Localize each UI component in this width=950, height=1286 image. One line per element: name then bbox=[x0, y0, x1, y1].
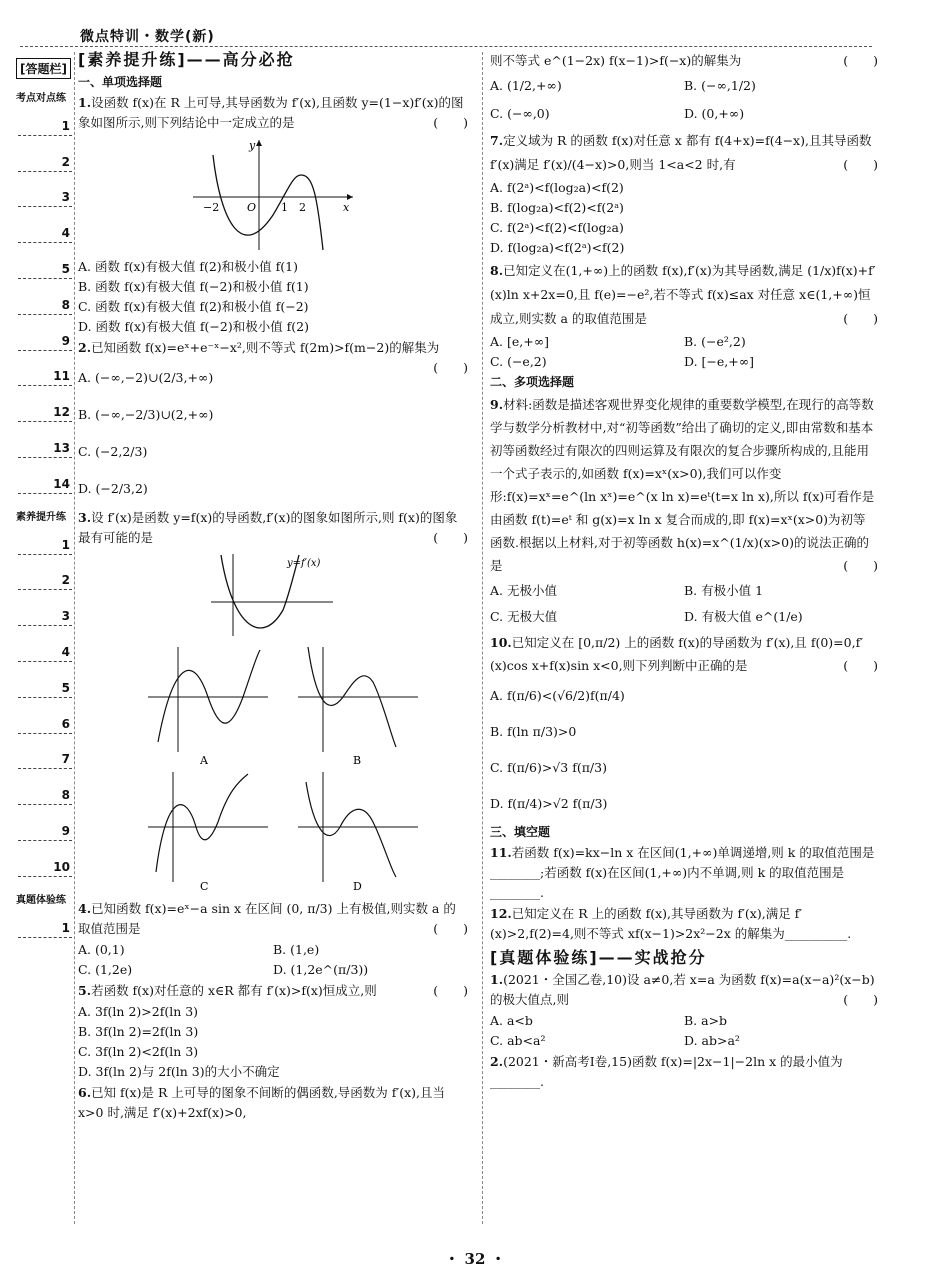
answer-row[interactable]: 4 bbox=[16, 630, 74, 666]
question-7: 7.定义域为 R 的函数 f(x)对任意 x 都有 f(4+x)=f(4−x),且其导函数 f′(x)满足 f′(x)/(4−x)>0,则当 1<a<2 时,有 ( ) bbox=[490, 133, 878, 172]
answer-section-label: 考点对点练 bbox=[16, 93, 66, 104]
q3-derivative-graph bbox=[203, 550, 343, 640]
option-a: A. (0,1) bbox=[78, 942, 125, 957]
column-divider bbox=[482, 52, 483, 1224]
question-r2: 2.(2021・新高考Ⅰ卷,15)函数 f(x)=|2x−1|−2ln x 的最小值为________. bbox=[490, 1054, 843, 1089]
section-title: [素养提升练]——高分必抢 bbox=[78, 50, 295, 69]
q7-options bbox=[490, 178, 878, 258]
question-10: 10.已知定义在 [0,π/2) 上的函数 f(x)的导函数为 f′(x),且 f(0)=0,f′(x)cos x+f(x)sin x<0,则下列判断中正确的是 ( ) bbox=[490, 635, 878, 673]
svg-text:A: A bbox=[200, 754, 208, 767]
option-b: B. 3f(ln 2)=2f(ln 3) bbox=[78, 1024, 199, 1039]
q4-options bbox=[78, 940, 468, 980]
question-8: 8.已知定义在(1,+∞)上的函数 f(x),f′(x)为其导函数,满足 (1/x)f(x)+f′(x)ln x+2x=0,且 f(e)=−e²,若不等式 f(x)≤ax 对任意 x∈(1,+∞)恒成立,则实数 a 的取值范围是 ( ) bbox=[490, 263, 878, 326]
question-3: 3.设 f′(x)是函数 y=f(x)的导函数,f′(x)的图象如图所示,则 f(x)的图象最有可能的是 ( ) bbox=[78, 510, 468, 545]
answer-row[interactable]: 12 bbox=[16, 390, 74, 426]
q1-options bbox=[78, 257, 468, 337]
answer-row[interactable]: 8 bbox=[16, 773, 74, 809]
answer-row[interactable]: 7 bbox=[16, 738, 74, 774]
graph-option-b bbox=[298, 647, 418, 767]
option-c: C. f(2ᵃ)<f(2)<f(log₂a) bbox=[490, 220, 624, 235]
question-6: 6.已知 f(x)是 R 上可导的图象不间断的偶函数,导函数为 f′(x),且当 x>0 时,满足 f′(x)+2xf(x)>0, bbox=[78, 1085, 446, 1120]
answer-row[interactable]: 11 bbox=[16, 355, 74, 391]
right-column bbox=[490, 50, 878, 1093]
answer-row[interactable]: 2 bbox=[16, 559, 74, 595]
option-a: A. (1/2,+∞) bbox=[490, 78, 562, 93]
part-heading: 三、填空题 bbox=[490, 825, 551, 839]
option-c: C. 3f(ln 2)<2f(ln 3) bbox=[78, 1044, 199, 1059]
x-axis-label: x bbox=[343, 201, 350, 214]
option-c: C. f(π/6)>√3 f(π/3) bbox=[490, 760, 607, 775]
question-12: 12.已知定义在 R 上的函数 f(x),其导函数为 f′(x),满足 f′(x)>2,f(2)=4,则不等式 xf(x−1)>2x²−2x 的解集为__________. bbox=[490, 906, 852, 941]
tick-label: 2 bbox=[299, 201, 306, 214]
answer-row[interactable]: 5 bbox=[16, 247, 74, 283]
graph-option-d bbox=[298, 772, 418, 892]
answer-row[interactable]: 3 bbox=[16, 176, 74, 212]
derivative-label: y=f′(x) bbox=[287, 558, 321, 569]
option-d: D. (−2/3,2) bbox=[78, 481, 148, 496]
question-5: 5.若函数 f(x)对任意的 x∈R 都有 f′(x)>f(x)恒成立,则 ( ) bbox=[78, 983, 468, 998]
option-d: D. f(log₂a)<f(2ᵃ)<f(2) bbox=[490, 240, 625, 255]
option-a: A. f(π/6)<(√6/2)f(π/4) bbox=[490, 688, 625, 703]
option-d: D. 函数 f(x)有极大值 f(−2)和极小值 f(2) bbox=[78, 319, 310, 334]
q2-options bbox=[78, 359, 468, 507]
answer-row[interactable]: 13 bbox=[16, 426, 74, 462]
q6-options bbox=[490, 72, 878, 128]
header-divider bbox=[20, 46, 872, 47]
option-b: B. f(log₂a)<f(2)<f(2ᵃ) bbox=[490, 200, 624, 215]
answer-column-divider bbox=[74, 52, 75, 1224]
q9-options bbox=[490, 578, 878, 630]
option-d: D. (1,2e^(π/3)) bbox=[273, 962, 369, 977]
answer-row[interactable]: 1 bbox=[16, 104, 74, 140]
question-2: 2.已知函数 f(x)=eˣ+e⁻ˣ−x²,则不等式 f(2m)>f(m−2)的解集为 ( ) bbox=[78, 340, 468, 375]
answer-row[interactable]: 9 bbox=[16, 319, 74, 355]
q1-graph bbox=[183, 135, 363, 255]
option-a: A. f(2ᵃ)<f(log₂a)<f(2) bbox=[490, 180, 624, 195]
option-c: C. (1,2e) bbox=[78, 962, 133, 977]
section-title: [真题体验练]——实战抢分 bbox=[490, 948, 707, 967]
option-c: C. (−∞,0) bbox=[490, 106, 550, 121]
option-d: D. f(π/4)>√2 f(π/3) bbox=[490, 796, 608, 811]
option-a: A. 无极小值 bbox=[490, 583, 557, 598]
part-heading: 一、单项选择题 bbox=[78, 75, 163, 89]
question-4: 4.已知函数 f(x)=eˣ−a sin x 在区间 (0, π/3) 上有极值,则实数 a 的取值范围是 ( ) bbox=[78, 901, 468, 936]
answer-row[interactable]: 10 bbox=[16, 845, 74, 881]
option-c: C. 函数 f(x)有极大值 f(2)和极小值 f(−2) bbox=[78, 299, 309, 314]
option-c: C. (−e,2) bbox=[490, 354, 547, 369]
option-b: B. (1,e) bbox=[273, 942, 320, 957]
svg-text:C: C bbox=[200, 880, 209, 892]
q3-option-graphs bbox=[78, 642, 468, 892]
answer-row[interactable]: 2 bbox=[16, 140, 74, 176]
option-d: D. 3f(ln 2)与 2f(ln 3)的大小不确定 bbox=[78, 1064, 280, 1079]
page-header: 微点特训・数学(新) bbox=[80, 29, 215, 45]
page-number: ・ 32 ・ bbox=[444, 1250, 506, 1268]
graph-option-c bbox=[148, 772, 268, 892]
answer-row[interactable]: 1 bbox=[16, 906, 74, 942]
question-1: 1.设函数 f(x)在 R 上可导,其导函数为 f′(x),且函数 y=(1−x)f′(x)的图象如图所示,则下列结论中一定成立的是 ( ) bbox=[78, 95, 468, 130]
question-11: 11.若函数 f(x)=kx−ln x 在区间(1,+∞)单调递增,则 k 的取值范围是________;若函数 f(x)在区间(1,+∞)内不单调,则 k 的取值范围是________. bbox=[490, 845, 875, 900]
answer-row[interactable]: 9 bbox=[16, 809, 74, 845]
option-a: A. 3f(ln 2)>2f(ln 3) bbox=[78, 1004, 199, 1019]
answer-row[interactable]: 6 bbox=[16, 702, 74, 738]
answer-row[interactable]: 8 bbox=[16, 283, 74, 319]
answer-row[interactable]: 3 bbox=[16, 594, 74, 630]
option-b: B. 函数 f(x)有极大值 f(−2)和极小值 f(1) bbox=[78, 279, 309, 294]
option-b: B. f(ln π/3)>0 bbox=[490, 724, 577, 739]
answer-row[interactable]: 4 bbox=[16, 211, 74, 247]
option-c: C. (−2,2/3) bbox=[78, 444, 148, 459]
option-c: C. ab<a² bbox=[490, 1033, 546, 1048]
svg-text:D: D bbox=[353, 880, 362, 892]
option-a: A. a<b bbox=[490, 1013, 533, 1028]
answer-row[interactable]: 14 bbox=[16, 462, 74, 498]
option-a: A. (−∞,−2)∪(2/3,+∞) bbox=[78, 370, 214, 385]
option-b: B. a>b bbox=[684, 1013, 728, 1028]
option-d: D. 有极大值 e^(1/e) bbox=[684, 609, 803, 624]
q10-options bbox=[490, 678, 878, 822]
option-a: A. [e,+∞] bbox=[490, 334, 549, 349]
y-axis-label: y bbox=[249, 139, 256, 152]
answer-row[interactable]: 5 bbox=[16, 666, 74, 702]
tick-label: 1 bbox=[281, 201, 288, 214]
option-d: D. (0,+∞) bbox=[684, 106, 745, 121]
r1-options bbox=[490, 1011, 878, 1051]
option-d: D. [−e,+∞] bbox=[684, 354, 755, 369]
answer-column-title: [答题栏] bbox=[16, 58, 71, 79]
option-d: D. ab>a² bbox=[684, 1033, 740, 1048]
option-b: B. (−e²,2) bbox=[684, 334, 746, 349]
part-heading: 二、多项选择题 bbox=[490, 375, 575, 389]
question-6-continued: 则不等式 e^(1−2x) f(x−1)>f(−x)的解集为 ( ) bbox=[490, 53, 878, 68]
option-c: C. 无极大值 bbox=[490, 609, 558, 624]
question-9: 9.材料:函数是描述客观世界变化规律的重要数学模型,在现行的高等数学与数学分析教材中,对“初等函数”给出了确切的定义,即由常数和基本初等函数经过有限次的四则运算及有限次的复合步骤所构成的,且能用一个式子表示的,如函数 f(x)=xˣ(x>0),我们可以作变形:f(x)=xˣ=e^(ln xˣ)=e^(x ln x)=eᵗ(t=x ln x),所以 f(x)可看作是由函数 f(t)=eᵗ 和 g(x)=x ln x 复合而成的,即 f(x)=xˣ(x>0)为初等函数.根据以上材料,对于初等函数 h(x)=x^(1/x)(x>0)的说法正确的是 ( ) bbox=[490, 397, 878, 573]
answer-column bbox=[16, 58, 74, 942]
option-a: A. 函数 f(x)有极大值 f(2)和极小值 f(1) bbox=[78, 259, 298, 274]
q8-options bbox=[490, 332, 878, 372]
answer-section-label: 素养提升练 bbox=[16, 511, 66, 523]
graph-option-a bbox=[148, 647, 268, 767]
tick-label: −2 bbox=[203, 201, 220, 214]
answer-row[interactable]: 1 bbox=[16, 523, 74, 559]
option-b: B. (−∞,1/2) bbox=[684, 78, 756, 93]
answer-section-label: 真题体验练 bbox=[16, 894, 66, 906]
question-r1: 1.(2021・全国乙卷,10)设 a≠0,若 x=a 为函数 f(x)=a(x−a)²(x−b)的极大值点,则 ( ) bbox=[490, 972, 878, 1007]
origin-label: O bbox=[247, 201, 257, 214]
svg-text:B: B bbox=[353, 754, 362, 767]
q5-options bbox=[78, 1002, 468, 1082]
option-b: B. 有极小值 1 bbox=[684, 583, 764, 598]
option-b: B. (−∞,−2/3)∪(2,+∞) bbox=[78, 407, 214, 422]
left-column bbox=[78, 50, 468, 1124]
